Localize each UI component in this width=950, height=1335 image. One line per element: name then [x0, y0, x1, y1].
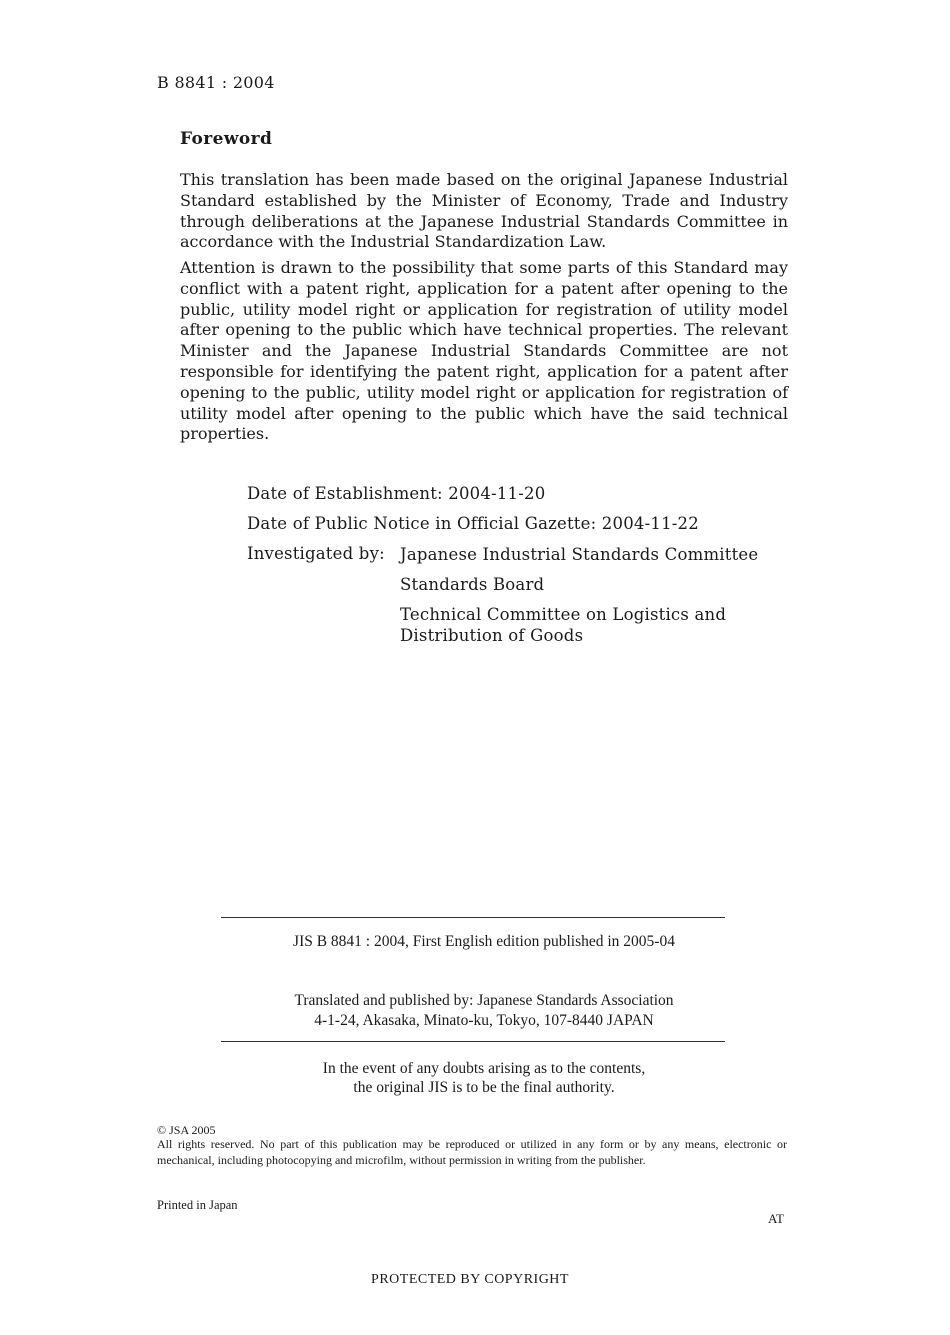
date-of-public-notice: Date of Public Notice in Official Gazette: 2004-11-22 — [247, 514, 699, 533]
investigated-by-label: Investigated by: — [247, 544, 385, 563]
foreword-paragraph-1: This translation has been made based on the original Japanese Industrial Standard established by the Minister of Economy, Trade and Industry through deliberations at the Japanese Industrial Standards Committee in accordance with the Industrial Standardization Law. — [180, 170, 788, 252]
foreword-title: Foreword — [180, 129, 273, 149]
investigated-by-technical-committee-cont: Distribution of Goods — [400, 626, 584, 645]
investigated-by-committee: Japanese Industrial Standards Committee — [400, 545, 759, 564]
divider-top — [221, 917, 725, 918]
foreword-paragraph-2: Attention is drawn to the possibility that some parts of this Standard may conflict with a patent right, application for a patent after opening to the public, utility model right or application for registration of utility model after opening to the public which have technical properties. The relevant Minister and the Japanese Industrial Standards Committee are not responsible for identifying the patent right, application for a patent after opening to the public, utility model right or application for registration of utility model after opening to the public which have the said technical properties. — [180, 258, 788, 444]
divider-bottom — [221, 1041, 725, 1042]
authority-line-1: In the event of any doubts arising as to the contents, — [322, 1060, 646, 1077]
investigated-by-board: Standards Board — [400, 575, 545, 594]
investigated-by-technical-committee: Technical Committee on Logistics and — [400, 605, 727, 624]
rights-reserved-notice: All rights reserved. No part of this publication may be reproduced or utilized in any form or by any means, electronic or mechanical, including photocopying and microfilm, without permission in writing from the publisher. — [157, 1137, 787, 1167]
copyright-mark: © JSA 2005 — [157, 1123, 216, 1137]
document-number: B 8841 : 2004 — [157, 73, 275, 92]
authority-line-2: the original JIS is to be the final authority. — [353, 1079, 615, 1096]
code-label: AT — [768, 1211, 784, 1226]
protected-footer: PROTECTED BY COPYRIGHT — [371, 1272, 569, 1287]
date-of-establishment: Date of Establishment: 2004-11-20 — [247, 484, 546, 503]
publisher-address: 4-1-24, Akasaka, Minato-ku, Tokyo, 107-8440 JAPAN — [314, 1012, 654, 1029]
edition-line: JIS B 8841 : 2004, First English edition published in 2005-04 — [293, 933, 675, 950]
printed-in: Printed in Japan — [157, 1198, 238, 1212]
translated-by-line: Translated and published by: Japanese Standards Association — [294, 992, 674, 1009]
